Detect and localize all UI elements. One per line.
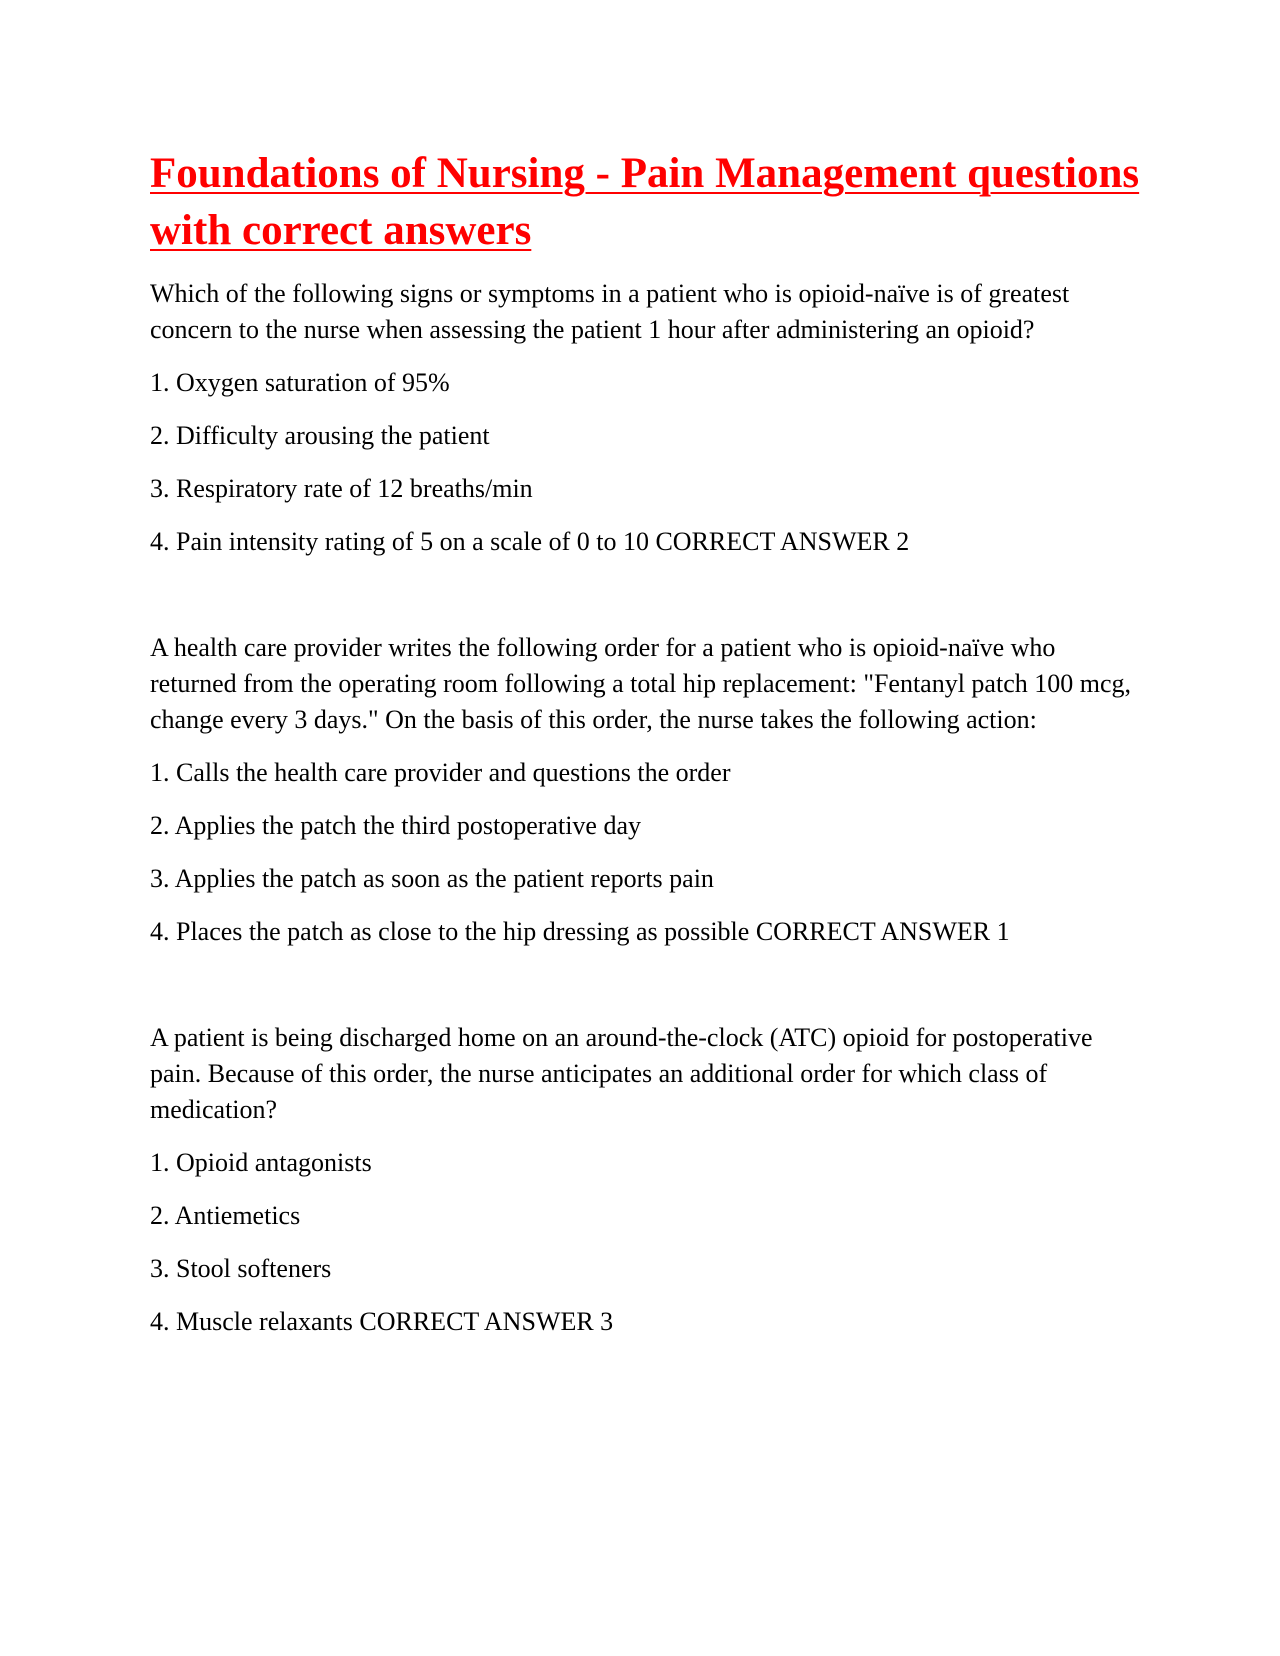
answer-option: 1. Opioid antagonists bbox=[150, 1148, 372, 1177]
answer-option: 2. Difficulty arousing the patient bbox=[150, 421, 490, 450]
answer-option: 3. Applies the patch as soon as the patient reports pain bbox=[150, 864, 714, 893]
question-text: A health care provider writes the following order for a patient who is opioid-naïve who returned from the operating room following a total hip replacement: "Fentanyl patch 100 mcg, change every 3 days." On the basis of this order, the nurse takes the following action: bbox=[150, 633, 1131, 734]
question-text: A patient is being discharged home on an around-the-clock (ATC) opioid for postoperative pain. Because of this order, the nurse anticipates an additional order for which class of medication? bbox=[150, 1023, 1093, 1124]
answer-option: 1. Calls the health care provider and questions the order bbox=[150, 758, 731, 787]
document-page bbox=[150, 145, 1140, 1340]
answer-option: 1. Oxygen saturation of 95% bbox=[150, 368, 450, 397]
spacer bbox=[150, 560, 1140, 613]
question-text: Which of the following signs or symptoms in a patient who is opioid-naïve is of greatest concern to the nurse when assessing the patient 1 hour after administering an opioid? bbox=[150, 279, 1070, 344]
answer-option: 4. Muscle relaxants CORRECT ANSWER 3 bbox=[150, 1307, 614, 1336]
answer-option: 3. Respiratory rate of 12 breaths/min bbox=[150, 474, 533, 503]
answer-option: 3. Stool softeners bbox=[150, 1254, 332, 1283]
answer-option: 4. Places the patch as close to the hip dressing as possible CORRECT ANSWER 1 bbox=[150, 917, 1010, 946]
document-title: Foundations of Nursing - Pain Management questions with correct answers bbox=[150, 150, 1140, 254]
question-block-2 bbox=[150, 630, 1140, 950]
spacer bbox=[150, 950, 1140, 1003]
answer-option: 2. Applies the patch the third postoperative day bbox=[150, 811, 641, 840]
question-block-3 bbox=[150, 1020, 1140, 1340]
answer-option: 2. Antiemetics bbox=[150, 1201, 301, 1230]
answer-option: 4. Pain intensity rating of 5 on a scale of 0 to 10 CORRECT ANSWER 2 bbox=[150, 527, 910, 556]
question-block-1 bbox=[150, 276, 1140, 560]
